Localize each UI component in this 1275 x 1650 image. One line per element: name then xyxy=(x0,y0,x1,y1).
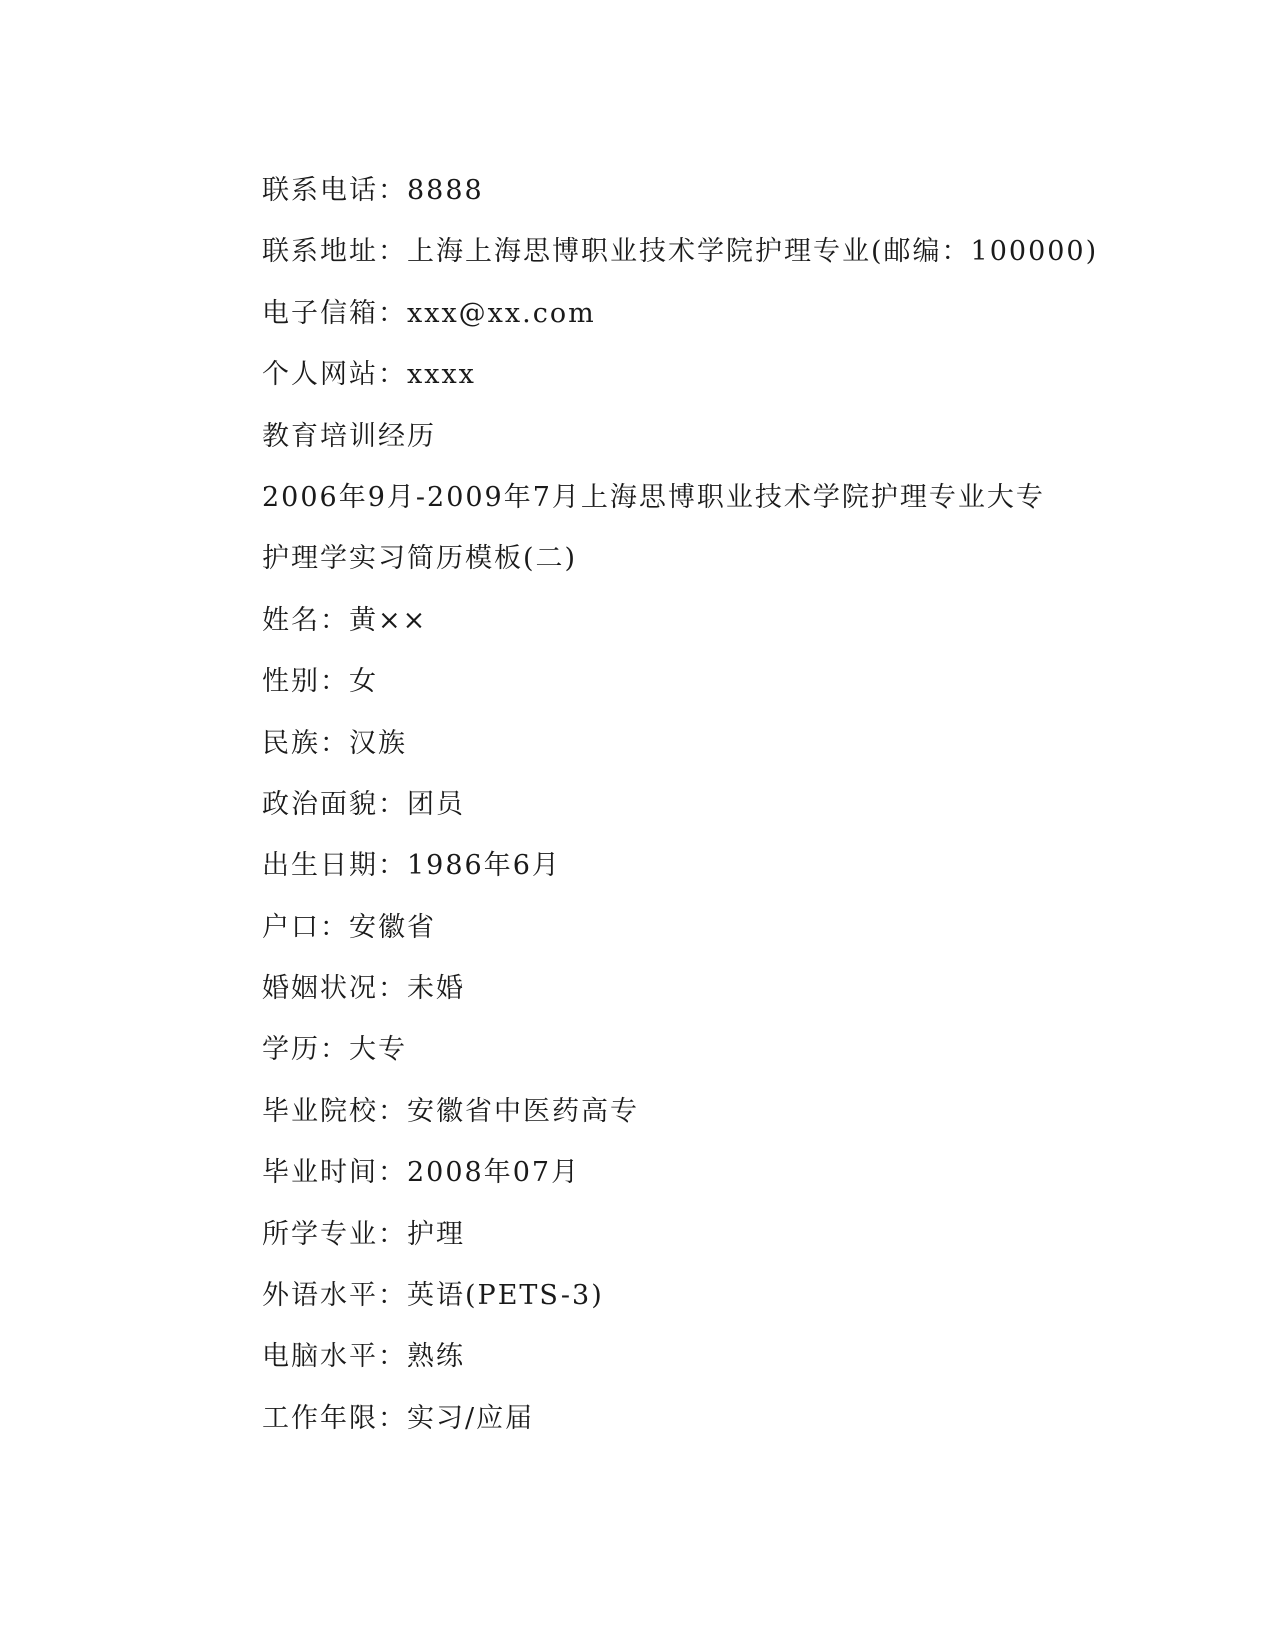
household-registration-line: 户口：安徽省 xyxy=(262,911,436,943)
work-experience-line: 工作年限：实习/应届 xyxy=(262,1402,535,1434)
foreign-language-line: 外语水平：英语(PETS-3) xyxy=(262,1280,604,1312)
email-line: 电子信箱：xxx@xx.com xyxy=(262,297,596,329)
marital-status-line: 婚姻状况：未婚 xyxy=(262,973,465,1005)
graduation-date-line: 毕业时间：2008年07月 xyxy=(262,1157,581,1189)
major-line: 所学专业：护理 xyxy=(262,1218,465,1250)
computer-skill-line: 电脑水平：熟练 xyxy=(262,1341,465,1373)
contact-phone-line: 联系电话：8888 xyxy=(262,175,484,206)
birth-date-line: 出生日期：1986年6月 xyxy=(262,850,561,882)
contact-address-line: 联系地址：上海上海思博职业技术学院护理专业(邮编：100000) xyxy=(262,236,1099,268)
personal-website-line: 个人网站：xxxx xyxy=(262,359,476,391)
ethnicity-line: 民族：汉族 xyxy=(262,727,407,759)
template-title: 护理学实习简历模板(二) xyxy=(262,543,578,575)
education-entry: 2006年9月-2009年7月上海思博职业技术学院护理专业大专 xyxy=(262,481,1045,513)
document-body xyxy=(262,160,1162,1449)
political-status-line: 政治面貌：团员 xyxy=(262,788,465,820)
name-line: 姓名：黄×× xyxy=(262,604,428,636)
education-heading: 教育培训经历 xyxy=(262,420,436,452)
graduate-school-line: 毕业院校：安徽省中医药高专 xyxy=(262,1095,639,1127)
gender-line: 性别：女 xyxy=(262,666,378,698)
education-level-line: 学历：大专 xyxy=(262,1034,407,1066)
